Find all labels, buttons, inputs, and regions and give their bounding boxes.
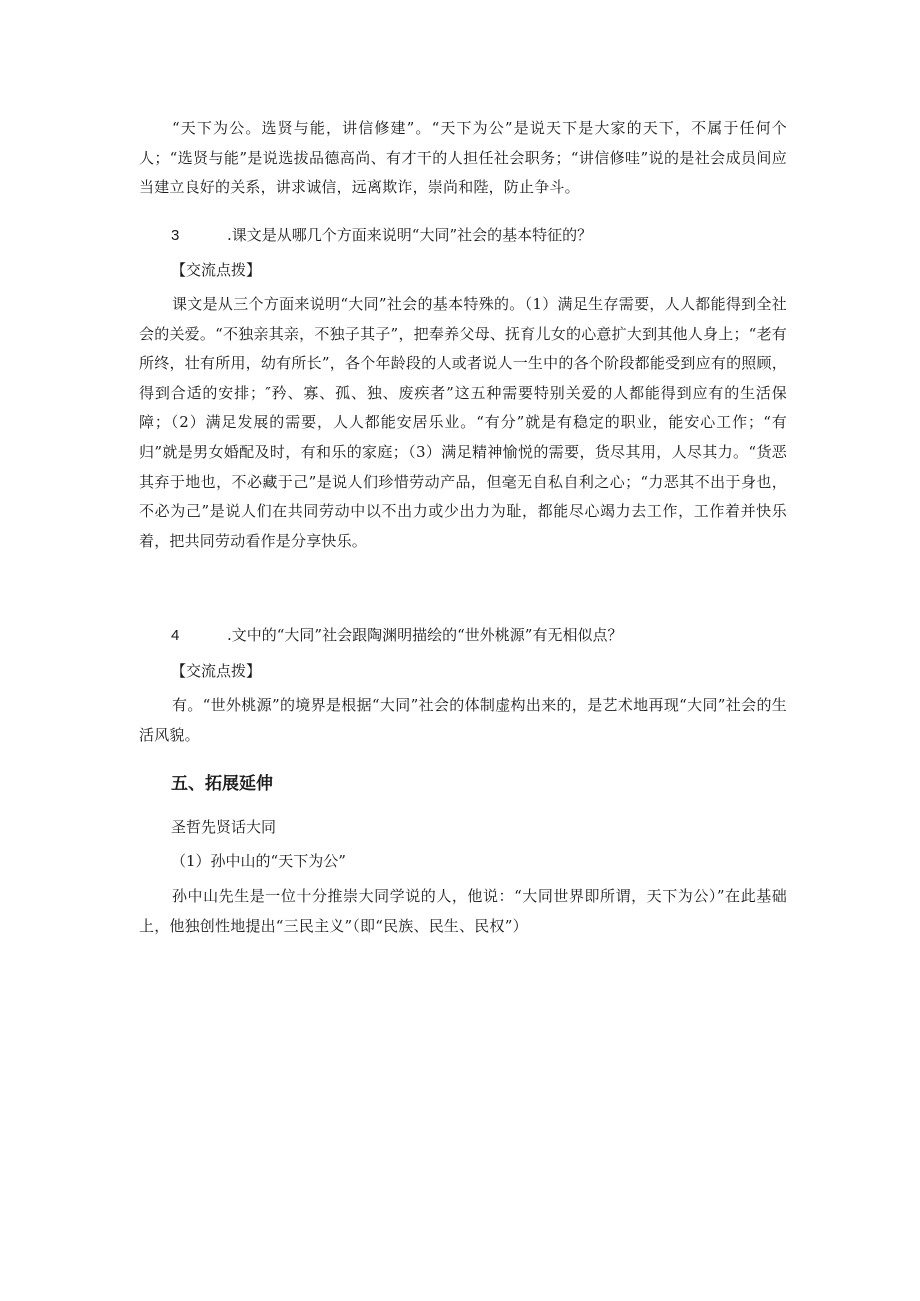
question-3-text: .课文是从哪几个方面来说明“大同”社会的基本特征的？ <box>227 226 593 244</box>
question-3 <box>171 224 592 247</box>
question-3-number: 3 <box>171 227 180 244</box>
subsection-title: 圣哲先贤话大同 <box>171 818 277 836</box>
paragraph-shiwai-taoyuan-answer: 有。“世外桃源”的境界是根据“大同”社会的体制虚构出来的，是艺术地再现“大同”社会的生活风貌。 <box>139 696 787 744</box>
list-item-sun-zhongshan: （1）孙中山的“天下为公” <box>171 852 346 870</box>
section-heading: 五、拓展延伸 <box>171 774 273 794</box>
question-4-text: .文中的“大同”社会跟陶渊明描绘的“世外桃源”有无相似点？ <box>227 626 623 644</box>
question-4-discussion-tag: 【交流点拨】 <box>171 662 262 680</box>
question-3-discussion-tag: 【交流点拨】 <box>171 261 262 279</box>
question-4-number: 4 <box>171 627 180 644</box>
paragraph-datong-features-answer: 课文是从三个方面来说明“大同”社会的基本特殊的。（1）满足生存需要，人人都能得到全社会的关爱。“不独亲其亲，不独子其子”，把奉养父母、抚育儿女的心意扩大到其他人身上；“老有所终，壮有所用，幼有所长”，各个年龄段的人或者说人一生中的各个阶段都能受到应有的照顾，得到合适的安排；″矜、寡、孤、独、废疾者”这五种需要特别关爱的人都能得到应有的生活保障；（2）满足发展的需要，人人都能安居乐业。“有分”就是有稳定的职业，能安心工作；“有归”就是男女婚配及时，有和乐的家庭；（3）满足精神愉悦的需要，货尽其用，人尽其力。“货恶其弃于地也，不必藏于己”是说人们珍惜劳动产品，但毫无自私自利之心；“力恶其不出于身也，不必为己”是说人们在共同劳动中以不出力或少出力为耻，都能尽心竭力去工作，工作着并快乐着，把共同劳动看作是分享快乐。 <box>139 295 787 550</box>
paragraph-sun-zhongshan-quote: 孙中山先生是一位十分推崇大同学说的人，他说：“大同世界即所谓，天下为公）”在此基础上，他独创性地提出“三民主义”（即“民族、民生、民权”） <box>139 887 787 935</box>
question-4 <box>171 624 622 647</box>
paragraph-tianxia-weigong-explanation: “天下为公。选贤与能，讲信修建”。“天下为公”是说天下是大家的天下，不属于任何个人；“选贤与能”是说选拔品德高尚、有才干的人担任社会职务；“讲信修哇”说的是社会成员间应当建立良好的关系，讲求诚信，远离欺诈，崇尚和陛，防止争斗。 <box>139 119 787 197</box>
